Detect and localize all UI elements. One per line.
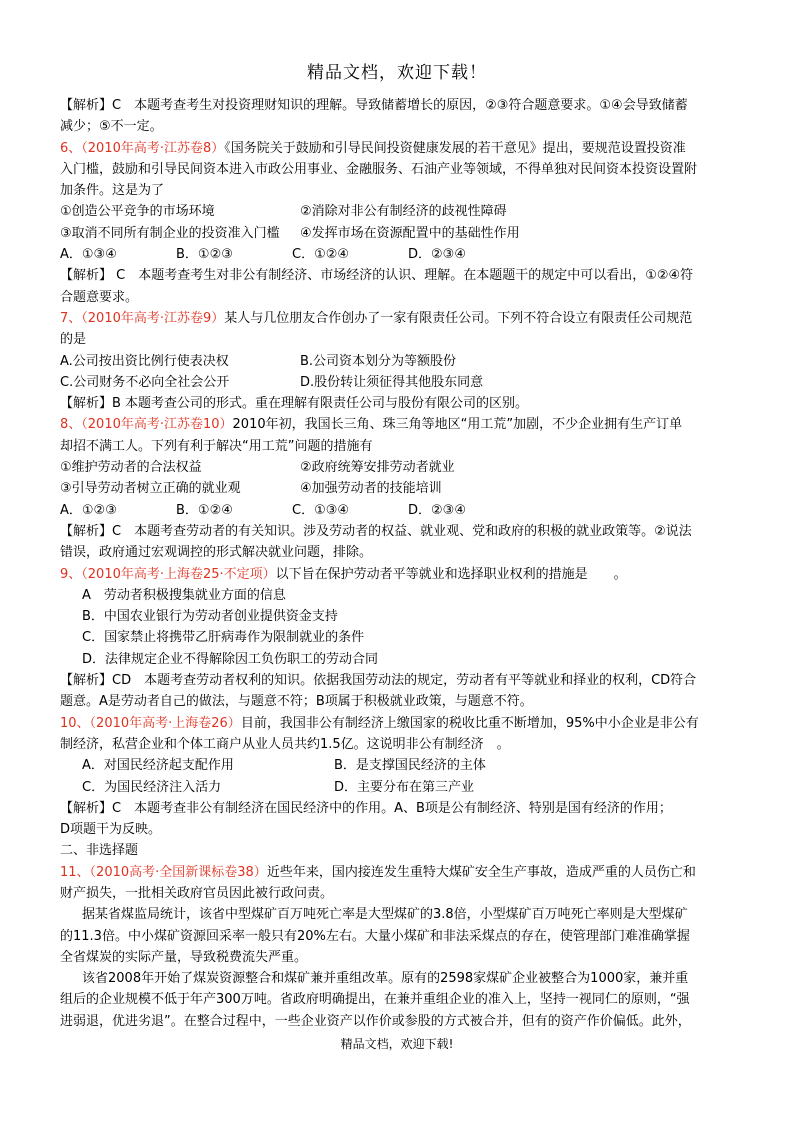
text-line: [60, 414, 740, 435]
question-source: 7、（2010年高考·江苏卷9）: [60, 310, 225, 326]
line-text: 【解析】C 本题考查非公有制经济在国民经济中的作用。A、B项是公有制经济、特别是国有经济的作用；: [60, 800, 672, 816]
text-line: [60, 329, 740, 350]
text-line: [60, 351, 740, 372]
indented-text: A 劳动者积极搜集就业方面的信息: [82, 587, 286, 603]
text-line: [60, 819, 740, 840]
text-line: [60, 393, 740, 414]
text-line: [60, 564, 740, 585]
text-line: [60, 308, 740, 329]
choice-option: C．①③④: [292, 502, 350, 518]
line-text: 《国务院关于鼓励和引导民间投资健康发展的若干意见》提出，要规范设置投资准: [224, 140, 686, 156]
choice-option: D．主要分布在第三产业: [334, 779, 475, 795]
text-line: [60, 585, 740, 606]
choice-option: B．①②④: [176, 502, 233, 518]
line-text: 某人与几位朋友合作创办了一家有限责任公司。下列不符合设立有限责任公司规范: [224, 310, 693, 326]
text-line: [60, 500, 740, 521]
choice-option: C．①②④: [292, 247, 350, 263]
choice-option: D.股份转让须征得其他股东同意: [300, 374, 484, 390]
text-line: [60, 287, 740, 308]
text-line: [60, 713, 740, 734]
choice-option: ②消除对非公有制经济的歧视性障碍: [300, 204, 507, 220]
line-text: 的11.3倍。中小煤矿资源回采率一般只有20%左右。大量小煤矿和非法采煤点的存在，使管理部门难准确掌握: [60, 928, 690, 944]
text-line: [60, 542, 740, 563]
line-text: 减少；⑤不一定。: [60, 119, 163, 135]
indented-text: C．国家禁止将携带乙肝病毒作为限制就业的条件: [82, 630, 365, 646]
document-body: [60, 95, 740, 1032]
question-source: 6、（2010年高考·江苏卷8）: [60, 140, 225, 156]
line-text: 【解析】C 本题考查劳动者的有关知识。涉及劳动者的权益、就业观、党和政府的积极的就业政策等。②说法: [60, 523, 692, 539]
page-header: 精品文档，欢迎下载！: [307, 63, 487, 83]
line-text: 2010年初，我国长三角、珠三角等地区“用工荒”加剧，不少企业拥有生产订单: [232, 417, 683, 433]
text-line: [60, 521, 740, 542]
choice-option: ②政府统筹安排劳动者就业: [300, 460, 455, 476]
question-source: 10、（2010年高考·上海卷26）: [60, 715, 241, 731]
choice-option: A．对国民经济起支配作用: [82, 758, 234, 774]
line-text: 入门槛，鼓励和引导民间资本进入市政公用事业、金融服务、石油产业等领域，不得单独对民间资本投资设置附: [60, 161, 698, 177]
text-line: [60, 883, 740, 904]
text-line: [60, 862, 740, 883]
choice-option: ①维护劳动者的合法权益: [60, 460, 202, 476]
choice-option: D．②③④: [408, 502, 466, 518]
line-text: 题意。A是劳动者自己的做法，与题意不符；B项属于积极就业政策，与题意不符。: [60, 694, 533, 710]
line-text: 错误，政府通过宏观调控的形式解决就业问题，排除。: [60, 545, 373, 561]
line-text: 进弱退，优进劣退”。在整合过程中，一些企业资产以作价或参股的方式被合并，但有的资产作价偏低。此外，: [60, 1013, 691, 1029]
question-source: 9、（2010年高考·上海卷25·不定项）: [60, 566, 276, 582]
text-line: [60, 457, 740, 478]
line-text: 财产损失，一批相关政府官员因此被行政问责。: [60, 885, 334, 901]
text-line: [60, 265, 740, 286]
text-line: [60, 904, 740, 925]
text-line: [60, 734, 740, 755]
text-line: [60, 777, 740, 798]
line-text: 二、非选择题: [60, 843, 139, 859]
text-line: [60, 138, 740, 159]
question-source: 11、（2010高考·全国新课标卷38）: [60, 864, 267, 880]
text-line: [60, 606, 740, 627]
choice-option: ①创造公平竞争的市场环境: [60, 204, 215, 220]
text-line: [60, 926, 740, 947]
line-text: 合题意要求。: [60, 289, 139, 305]
line-text: 目前，我国非公有制经济上缴国家的税收比重不断增加，95%中小企业是非公有: [240, 715, 699, 731]
indented-text: 该省2008年开始了煤炭资源整合和煤矿兼并重组改革。原有的2598家煤矿企业被整合为1000家，兼并重: [82, 971, 689, 987]
choice-option: ④加强劳动者的技能培训: [300, 481, 442, 497]
text-line: [60, 1011, 740, 1032]
line-text: 【解析】C 本题考查考生对投资理财知识的理解。导致储蓄增长的原因，②③符合题意要求。①④会导致储蓄: [60, 98, 688, 113]
choice-option: C.公司财务不必向全社会公开: [60, 374, 230, 390]
text-line: [60, 691, 740, 712]
line-text: 组后的企业规模不低于年产300万吨。省政府明确提出，在兼并重组企业的准入上，坚持一视同仁的原则，“强: [60, 992, 690, 1008]
text-line: [60, 95, 740, 116]
text-line: [60, 436, 740, 457]
choice-option: A.公司按出资比例行使表决权: [60, 353, 229, 369]
line-text: 以下旨在保护劳动者平等就业和选择职业权利的措施是 。: [275, 566, 627, 582]
line-text: 制经济，私营企业和个体工商户从业人员共约1.5亿。这说明非公有制经济 。: [60, 736, 510, 752]
text-line: [60, 755, 740, 776]
page-footer: 精品文档，欢迎下载!: [340, 1037, 454, 1051]
text-line: [60, 372, 740, 393]
text-line: [60, 116, 740, 137]
line-text: 的是: [60, 332, 87, 348]
question-source: 8、（2010年高考·江苏卷10）: [60, 417, 233, 433]
line-text: 【解析】 C 本题考查考生对非公有制经济、市场经济的认识、理解。在本题题干的规定中可以看出，①②④符: [60, 268, 694, 284]
text-line: [60, 627, 740, 648]
line-text: 【解析】B 本题考查公司的形式。重在理解有限责任公司与股份有限公司的区别。: [60, 396, 529, 412]
text-line: [60, 201, 740, 222]
choice-option: A．①②③: [60, 502, 117, 518]
line-text: 全省煤炭的实际产量，导致税费流失严重。: [60, 949, 308, 965]
text-line: [60, 180, 740, 201]
text-line: [60, 244, 740, 265]
choice-option: ③取消不同所有制企业的投资准入门槛: [60, 225, 280, 241]
line-text: 【解析】CD 本题考查劳动者权利的知识。依据我国劳动法的规定，劳动者有平等就业和择业的权利，CD符合: [60, 673, 697, 689]
line-text: 加条件。这是为了: [60, 183, 165, 199]
indented-text: D．法律规定企业不得解除因工负伤职工的劳动合同: [82, 651, 379, 667]
indented-text: B．中国农业银行为劳动者创业提供资金支持: [82, 609, 338, 625]
choice-option: B．是支撑国民经济的主体: [334, 758, 486, 774]
line-text: 近些年来，国内接连发生重特大煤矿安全生产事故，造成严重的人员伤亡和: [266, 864, 696, 880]
choice-option: A．①③④: [60, 247, 117, 263]
choice-option: B.公司资本划分为等额股份: [300, 353, 457, 369]
line-text: D项题干为反映。: [60, 822, 162, 838]
choice-option: ③引导劳动者树立正确的就业观: [60, 481, 241, 497]
line-text: 却招不满工人。下列有利于解决“用工荒”问题的措施有: [60, 438, 373, 454]
text-line: [60, 989, 740, 1010]
text-line: [60, 223, 740, 244]
text-line: [60, 947, 740, 968]
choice-option: D．②③④: [408, 247, 466, 263]
text-line: [60, 670, 740, 691]
text-line: [60, 968, 740, 989]
text-line: [60, 840, 740, 861]
text-line: [60, 798, 740, 819]
text-line: [60, 159, 740, 180]
choice-option: B．①②③: [176, 247, 233, 263]
text-line: [60, 478, 740, 499]
choice-option: ④发挥市场在资源配置中的基础性作用: [300, 225, 520, 241]
text-line: [60, 649, 740, 670]
choice-option: C．为国民经济注入活力: [82, 779, 222, 795]
indented-text: 据某省煤监局统计，该省中型煤矿百万吨死亡率是大型煤矿的3.8倍，小型煤矿百万吨死亡率则是大型煤矿: [82, 907, 688, 923]
